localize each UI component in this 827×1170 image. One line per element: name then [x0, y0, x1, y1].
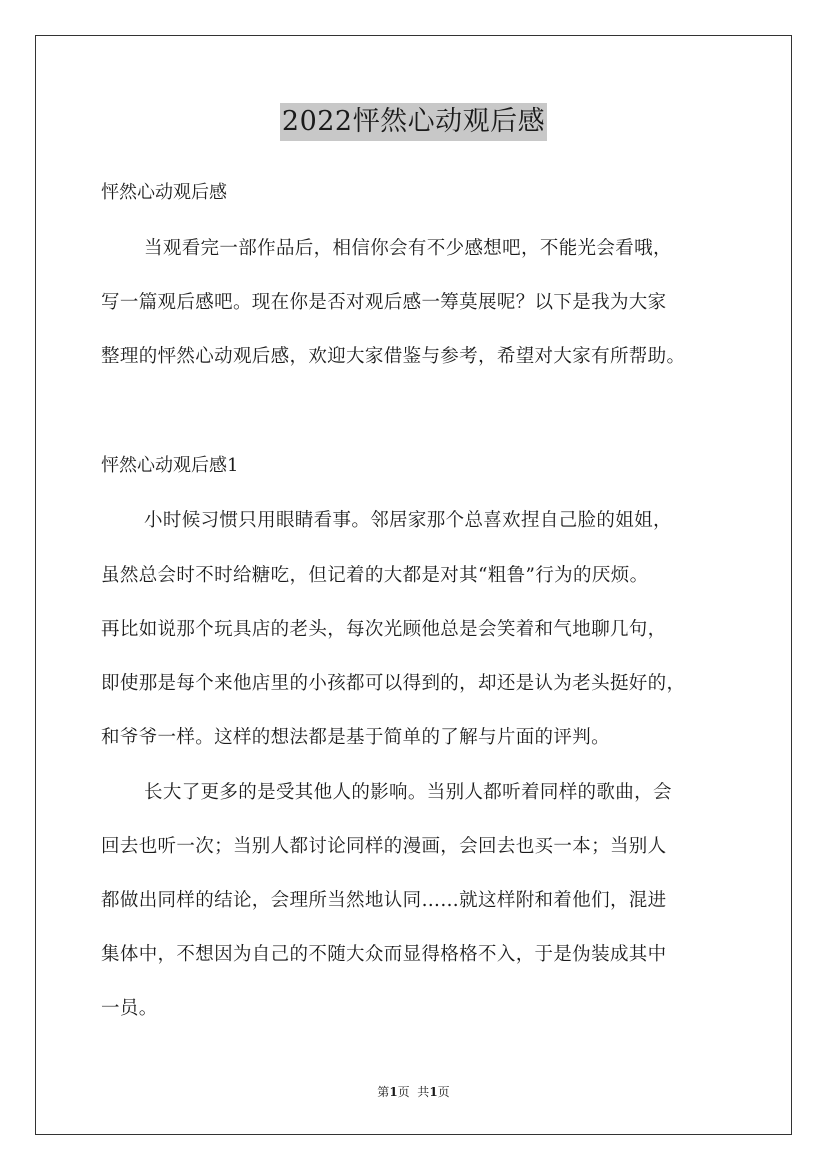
- intro-heading: 怦然心动观后感: [101, 182, 227, 203]
- para1-line: 和爷爷一样。这样的想法都是基于简单的了解与片面的评判。: [101, 727, 610, 748]
- footer-page-total: 1: [429, 1085, 438, 1099]
- para1-line: 再比如说那个玩具店的老头，每次光顾他总是会笑着和气地聊几句，: [101, 619, 667, 640]
- footer-page-mid: 页 共: [397, 1085, 430, 1099]
- footer-page-prefix: 第: [377, 1085, 390, 1099]
- para2-line: 集体中，不想因为自己的不随大众而显得格格不入，于是伪装成其中: [101, 944, 667, 965]
- intro-line: 写一篇观后感吧。现在你是否对观后感一筹莫展呢？以下是我为大家: [101, 292, 667, 313]
- intro-line: 整理的怦然心动观后感，欢迎大家借鉴与参考，希望对大家有所帮助。: [101, 346, 686, 367]
- para2-line: 长大了更多的是受其他人的影响。当别人都听着同样的歌曲，会: [144, 782, 672, 803]
- section1-heading: 怦然心动观后感1: [101, 455, 239, 476]
- para1-line: 虽然总会时不时给糖吃，但记着的大都是对其“粗鲁”行为的厌烦。: [101, 565, 649, 586]
- para1-line: 小时候习惯只用眼睛看事。邻居家那个总喜欢捏自己脸的姐姐，: [144, 510, 672, 531]
- document-title: 2022怦然心动观后感: [280, 103, 547, 141]
- intro-line: 当观看完一部作品后，相信你会有不少感想吧，不能光会看哦，: [144, 238, 672, 259]
- title-container: [0, 103, 827, 141]
- footer-page-suffix: 页: [437, 1085, 450, 1099]
- para2-line: 回去也听一次；当别人都讨论同样的漫画，会回去也买一本；当别人: [101, 836, 667, 857]
- para2-line: 一员。: [101, 998, 158, 1019]
- page-footer: [0, 1083, 827, 1101]
- footer-page-current: 1: [389, 1085, 398, 1099]
- para1-line: 即使那是每个来他店里的小孩都可以得到的，却还是认为老头挺好的，: [101, 673, 686, 694]
- para2-line: 都做出同样的结论，会理所当然地认同……就这样附和着他们，混进: [101, 890, 667, 911]
